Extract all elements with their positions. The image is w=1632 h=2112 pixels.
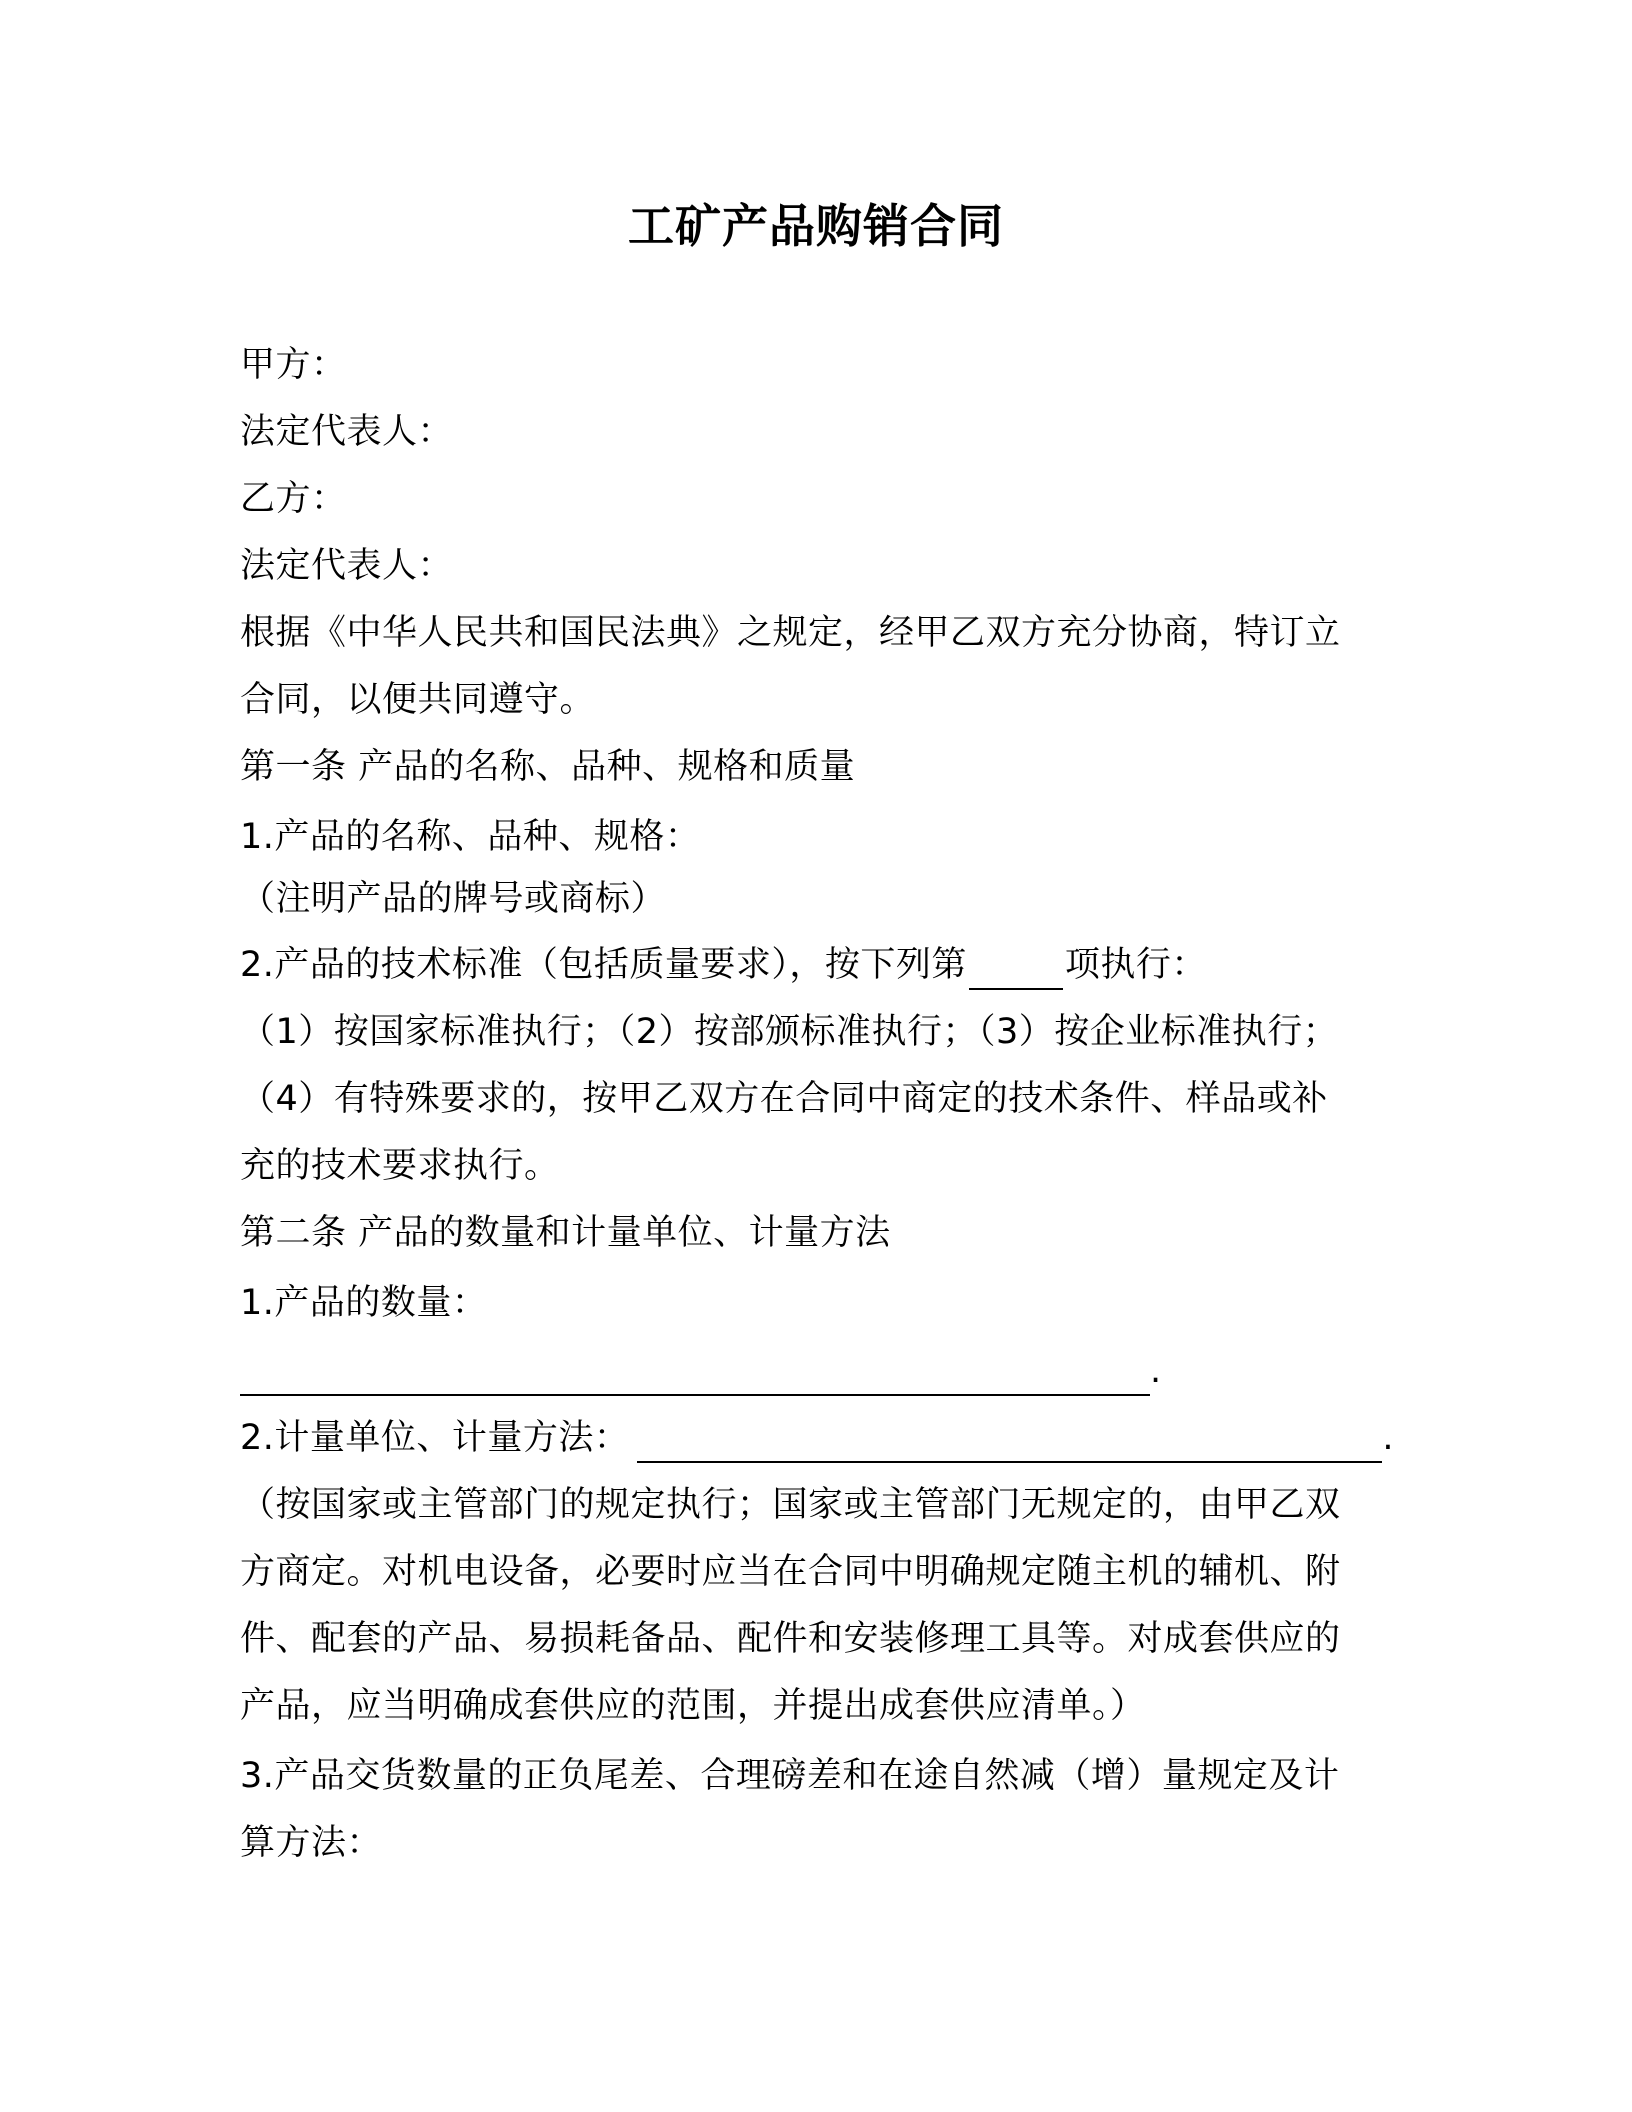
preamble-line-1: 根据《中华人民共和国民法典》之规定，经甲乙双方充分协商，特订立 xyxy=(240,613,1341,653)
article-2-item-2-label: 2.计量单位、计量方法： xyxy=(240,1418,630,1458)
article-1-item-2-prefix: 2.产品的技术标准（包括质量要求），按下列第 xyxy=(240,945,967,985)
party-b-representative-label: 法定代表人： xyxy=(240,546,454,586)
article-2-note-line-2: 方商定。对机电设备，必要时应当在合同中明确规定随主机的辅机、附 xyxy=(240,1552,1341,1592)
quantity-blank xyxy=(240,1350,1150,1396)
preamble-line-2: 合同，以便共同遵守。 xyxy=(240,680,596,720)
party-a-representative-label: 法定代表人： xyxy=(240,412,454,452)
measurement-method-blank xyxy=(637,1417,1382,1463)
article-1-item-2 xyxy=(240,940,1207,990)
article-1-item-1: 1.产品的名称、品种、规格： xyxy=(240,817,701,857)
article-2-item-2 xyxy=(240,1413,1394,1463)
article-2-note-line-3: 件、配套的产品、易损耗备品、配件和安装修理工具等。对成套供应的 xyxy=(240,1619,1341,1659)
quantity-blank-line xyxy=(240,1346,1162,1396)
article-1-option-4-line-2: 充的技术要求执行。 xyxy=(240,1146,560,1186)
article-2-item-3-line-1: 3.产品交货数量的正负尾差、合理磅差和在途自然减（增）量规定及计 xyxy=(240,1756,1340,1796)
item-number-blank xyxy=(969,948,1063,990)
article-1-option-4-line-1: （4）有特殊要求的，按甲乙双方在合同中商定的技术条件、样品或补 xyxy=(240,1079,1328,1119)
article-2-heading: 第二条 产品的数量和计量单位、计量方法 xyxy=(240,1213,891,1253)
article-1-item-2-suffix: 项执行： xyxy=(1064,945,1207,985)
article-2-item-3-line-2: 算方法： xyxy=(240,1823,383,1863)
measurement-method-blank-end: . xyxy=(1382,1418,1395,1458)
article-1-heading: 第一条 产品的名称、品种、规格和质量 xyxy=(240,747,856,787)
article-2-note-line-1: （按国家或主管部门的规定执行；国家或主管部门无规定的，由甲乙双 xyxy=(240,1485,1341,1525)
party-a-label: 甲方： xyxy=(240,345,347,385)
document-title: 工矿产品购销合同 xyxy=(628,199,1004,253)
article-1-options-line: （1）按国家标准执行；（2）按部颁标准执行；（3）按企业标准执行； xyxy=(240,1012,1339,1052)
article-2-item-1: 1.产品的数量： xyxy=(240,1283,488,1323)
party-b-label: 乙方： xyxy=(240,479,347,519)
quantity-blank-end: . xyxy=(1150,1351,1162,1391)
article-1-item-1-note: （注明产品的牌号或商标） xyxy=(240,879,667,919)
article-2-note-line-4: 产品，应当明确成套供应的范围，并提出成套供应清单。） xyxy=(240,1686,1146,1726)
